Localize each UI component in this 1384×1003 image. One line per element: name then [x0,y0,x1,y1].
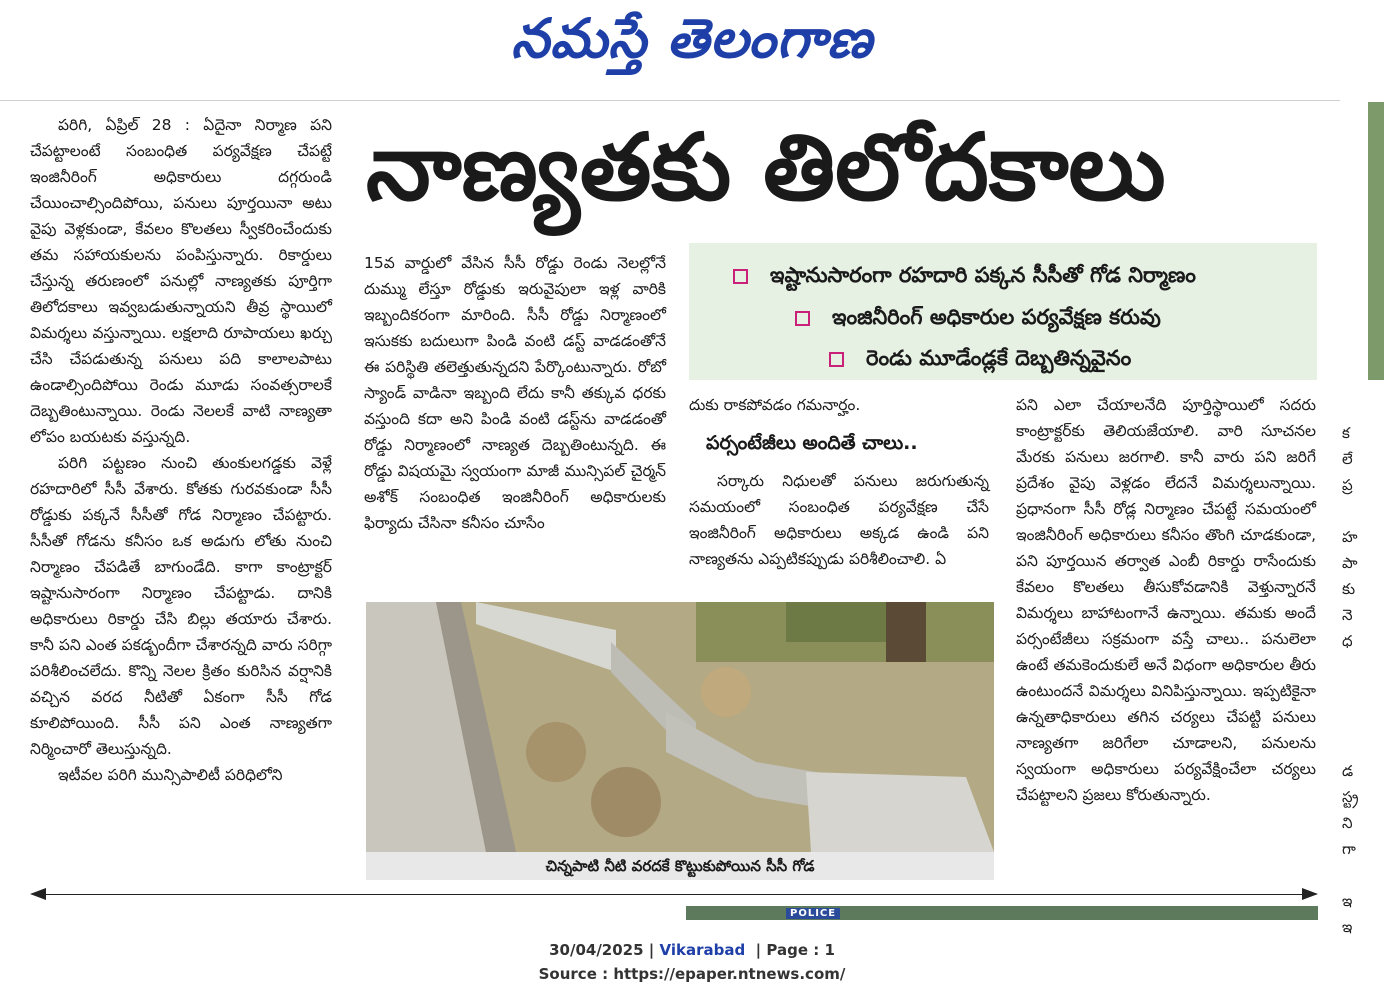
square-bullet-icon [795,311,810,326]
adjacent-article-photo [1368,102,1384,380]
footer-separator: | [755,941,762,959]
article-column-4 [1016,392,1316,808]
sliver-line: హ [1342,528,1358,546]
footer-separator: | [648,941,655,959]
paragraph: సర్కారు నిధులతో పనులు జరుగుతున్న సమయంలో సంబంధిత పర్యవేక్షణ చేసే ఇంజినీరింగ్ అధికారులు అక్కడ ఉండి పని నాణ్యతను ఎప్పటికప్పుడు పరిశీలించాలి. ఏ [689,472,989,568]
footer-edition: Vikarabad [659,941,746,959]
article-column-3 [689,392,989,572]
article-column-1 [30,112,332,788]
paragraph: 15వ వార్డులో వేసిన సీసీ రోడ్డు రెండు నెలల్లోనే దుమ్ము లేస్తూ రోడ్డుకు ఇరువైపులా ఇళ్ల వారికి ఇబ్బందికరంగా మారింది. సీసీ రోడ్డు నిర్మాణంలో ఇసుకకు బదులుగా పిండి వంటి డస్ట్ వాడడంతోనే ఈ పరిస్థితి తలెత్తుతున్నదని పేర్కొంటున్నారు. రోబో స్యాండ్ వాడినా ఇబ్బంది లేదు కానీ తక్కువ ధరకు వస్తుంది కదా అని పిండి వంటి డస్ట్‌ను వాడడంతో రోడ్డు నిర్మాణంలో నాణ్యత దెబ్బతింటున్నది. ఈ రోడ్డు విషయమై స్వయంగా మాజీ మున్సిపల్ చైర్మన్ అశోక్ సంబంధిత ఇంజినీరింగ్ అధికారులకు ఫిర్యాదు చేసినా కనీసం చూసేం [364,254,666,532]
sliver-line: గా [1342,840,1356,858]
footer-page: Page : 1 [766,941,835,959]
sliver-line: క [1342,424,1350,442]
section-divider [40,894,1316,895]
masthead [0,0,1384,80]
paragraph-1: పరిగి, ఏప్రిల్ 28 : ఏదైనా నిర్మాణ పని చేపట్టాలంటే సంబంధిత పర్యవేక్షణ చేపట్టే ఇంజినీరింగ్ అధికారులు దగ్గరుండి చేయించాల్సిందిపోయి, పనులు పూర్తయినా అటు వైపు వెళ్లకుండా, కేవలం కొలతలు స్వీకరించేందుకు తమ సహాయకులను పంపిస్తున్నారు. రికార్డులు చేస్తున్న తరుణంలో పనుల్లో నాణ్యతకు పూర్తిగా తిలోదకాలు ఇవ్వబడుతున్నాయని తీవ్ర స్థాయిలో విమర్శలు వస్తున్నాయి. లక్షలాది రూపాయలు ఖర్చు చేసి చేపడుతున్న పనులు పది కాలాలపాటు ఉండాల్సిందిపోయి రెండు మూడు సంవత్సరాలకే దెబ్బతింటున్నాయి. రెండు నెలలకే వాటి నాణ్యతా లోపం బయటకు వస్తున్నది. [30,116,332,446]
footer-date: 30/04/2025 [549,941,644,959]
sliver-line: ధ [1342,632,1353,650]
photo-caption: చిన్నపాటి నీటి వరదకే కొట్టుకుపోయిన సీసీ గోడ [366,852,994,880]
arrow-left-icon [30,888,46,900]
sliver-line [1342,862,1384,888]
article-column-2 [364,250,666,536]
sliver-line: ప్ర [1342,476,1353,494]
paragraph-continued: దుకు రాకపోవడం గమనార్హం. [689,396,861,414]
adjacent-article-sliver [1342,420,1384,936]
sliver-line: కు [1342,580,1356,598]
sliver-line: డ [1342,762,1354,780]
sliver-line [1342,498,1384,524]
source-label: Source : [538,965,614,983]
article-photo [366,602,994,852]
sliver-line: పా [1342,554,1358,572]
deck-item [795,297,1161,337]
square-bullet-icon [733,269,748,284]
footer-meta [0,941,1384,959]
paragraph-3: ఇటీవల పరిగి మున్సిపాలిటీ పరిధిలోని [58,766,283,784]
deck-text: రెండు మూడేండ్లకే దెబ్బతిన్నవైనం [866,346,1132,370]
photo-illustration [366,602,994,852]
sliver-line: ని [1342,814,1353,832]
deck-text: ఇష్టానుసారంగా రహదారి పక్కన సీసీతో గోడ నిర్మాణం [770,263,1196,287]
sliver-line: స్ట్ర [1342,788,1359,806]
deck-item [733,255,1196,295]
subhead: పర్సంటేజీలు అందితే చాలు.. [706,432,918,454]
sliver-line: లే [1342,450,1353,468]
paragraph-2: పరిగి పట్టణం నుంచి తుంకులగడ్డకు వెళ్లే రహదారిలో సీసీ వేశారు. కోతకు గురవకుండా సీసీ రోడ్డుకు పక్కనే సీసీతో గోడ నిర్మాణం చేపట్టారు. సీసీతో గోడను కనీసం ఒక అడుగు లోతు నుంచి నిర్మాణం చేపడితే బాగుండేది. కాగా కాంట్రాక్టర్ ఇష్టానుసారంగా నిర్మాణం చేపట్టాడు. దానికి అధికారులు రికార్డు చేసి బిల్లు తయారు చేశారు. కానీ పని ఎంత పకడ్బందీగా చేశారన్నది వారు సరిగ్గా పరిశీలించలేదు. కొన్ని నెలల క్రితం కురిసిన వర్షానికి వచ్చిన వరద నీటితో ఏకంగా సీసీ గోడ కూలిపోయింది. సీసీ పని ఎంత నాణ్యతగా నిర్మించారో తెలుస్తున్నది. [30,454,332,758]
police-sign: POLICE [786,908,840,919]
deck-item [829,338,1131,378]
sliver-gap [1342,654,1384,758]
masthead-title: నమస్తే తెలంగాణ [511,6,873,70]
top-rule [0,100,1340,101]
paragraph: పని ఎలా చేయాలనేది పూర్తిస్థాయిలో సదరు కాంట్రాక్టర్‌కు తెలియజేయాలి. వారి సూచనల మేరకు పనులు జరగాలి. కానీ వారు పని జరిగే ప్రదేశం వైపు వెళ్లడం లేదనే విమర్శలున్నాయి. ప్రధానంగా సీసీ రోడ్ల నిర్మాణం చేపట్టే సమయంలో ఇంజినీరింగ్ అధికారులు కనీసం తొంగి చూడకుండా, పని పూర్తయిన తర్వాత ఎంబీ రికార్డు రాసేందుకు కేవలం కొలతలు తీసుకోవడానికి వెళ్తున్నారనే విమర్శలు బాహాటంగానే ఉన్నాయి. తమకు అందే పర్సంటేజీలు సక్రమంగా వస్తే చాలు.. పనులెలా ఉంటే తమకెందుకులే అనే విధంగా అధికారుల తీరు ఉంటుందనే విమర్శలు వినిపిస్తున్నాయి. ఇప్పటికైనా ఉన్నతాధికారులు తగిన చర్యలు చేపట్టి పనులు నాణ్యతగా జరిగేలా చూడాలని, పనులను స్వయంగా అధికారులు పర్యవేక్షించేలా చర్యలు చేపట్టాలని ప్రజలు కోరుతున్నారు. [1016,396,1316,804]
next-article-photo [686,906,1318,920]
deck-box [689,243,1317,380]
sliver-line: ఇ [1342,892,1353,910]
footer-source [0,965,1384,983]
headline: నాణ్యతకు తిలోదకాలు [366,114,1166,221]
deck-text: ఇంజినీరింగ్ అధికారుల పర్యవేక్షణ కరువు [832,305,1161,329]
arrow-right-icon [1302,888,1318,900]
sliver-line: ఇ [1342,918,1353,936]
square-bullet-icon [829,352,844,367]
sliver-line: నె [1342,606,1353,624]
source-link[interactable]: https://epaper.ntnews.com/ [613,965,846,983]
